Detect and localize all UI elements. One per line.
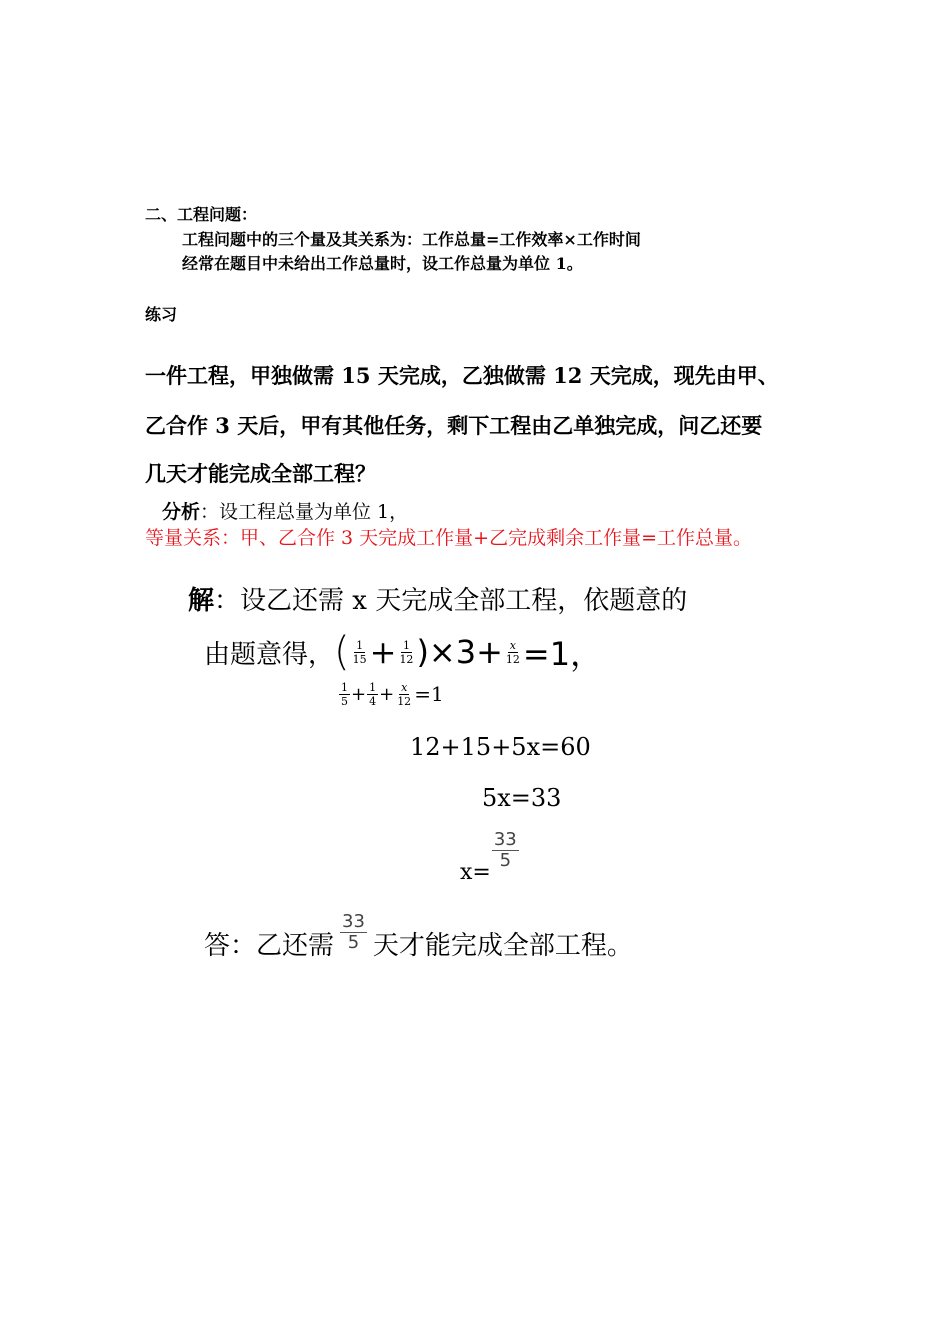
solution-intro — [188, 580, 687, 617]
answer-fraction-33-5: $\frac{33}{5}$ — [342, 911, 365, 953]
equation-1-open-paren: ( — [334, 629, 350, 675]
equation-5 — [460, 824, 520, 884]
fraction-x-12: $\frac{x}{12}$ — [505, 638, 520, 666]
solution-label: 解 — [188, 586, 215, 616]
equation-2-tail: =1 — [414, 682, 444, 706]
equation-1-plus: + — [369, 633, 397, 671]
analysis-text: ：设工程总量为单位 1， — [200, 501, 409, 523]
equation-2-plus-1: + — [351, 683, 367, 705]
section-heading: 二、工程问题： — [145, 205, 258, 224]
fraction-1-5: $\frac{1}{5}$ — [341, 680, 348, 708]
fraction-1-4: $\frac{1}{4}$ — [369, 680, 377, 708]
fraction-1-12: $\frac{1}{12}$ — [399, 638, 414, 666]
fraction-33-5: $\frac{33}{5}$ — [493, 829, 517, 871]
answer-suffix: 天才能完成全部工程。 — [372, 930, 633, 961]
practice-label: 练习 — [145, 305, 178, 324]
equation-2-plus-2: + — [379, 683, 395, 705]
equation-3: 12+15+5x=60 — [410, 733, 591, 761]
section-line-relation: 工程问题中的三个量及其关系为：工作总量=工作效率×工作时间 — [182, 230, 641, 249]
equation-5-prefix: x= — [460, 860, 491, 885]
problem-line-3: 几天才能完成全部工程？ — [145, 461, 376, 486]
answer — [204, 898, 633, 962]
fraction-1-15: $\frac{1}{15}$ — [352, 638, 367, 666]
equation-1-close-times: )×3+ — [416, 633, 503, 671]
analysis-label: 分析 — [162, 501, 201, 523]
equation-1 — [204, 624, 602, 680]
section-line-unit: 经常在题目中未给出工作总量时，设工作总量为单位 1。 — [182, 254, 583, 273]
answer-prefix: 答：乙还需 — [204, 930, 335, 961]
analysis — [162, 497, 408, 524]
equation-1-prefix: 由题意得， — [204, 639, 335, 670]
equation-4: 5x=33 — [482, 784, 562, 812]
equation-2 — [338, 676, 444, 712]
equation-1-tail: =1， — [522, 635, 603, 673]
solution-intro-text: ：设乙还需 x 天完成全部工程，依题意的 — [214, 586, 688, 616]
equal-relation: 等量关系：甲、乙合作 3 天完成工作量+乙完成剩余工作量=工作总量。 — [145, 527, 753, 549]
fraction-x-12-b: $\frac{x}{12}$ — [397, 680, 412, 708]
problem-line-1: 一件工程，甲独做需 15 天完成，乙独做需 12 天完成，现先由甲、 — [145, 363, 779, 388]
problem-line-2: 乙合作 3 天后，甲有其他任务，剩下工程由乙单独完成，问乙还要 — [145, 413, 763, 438]
